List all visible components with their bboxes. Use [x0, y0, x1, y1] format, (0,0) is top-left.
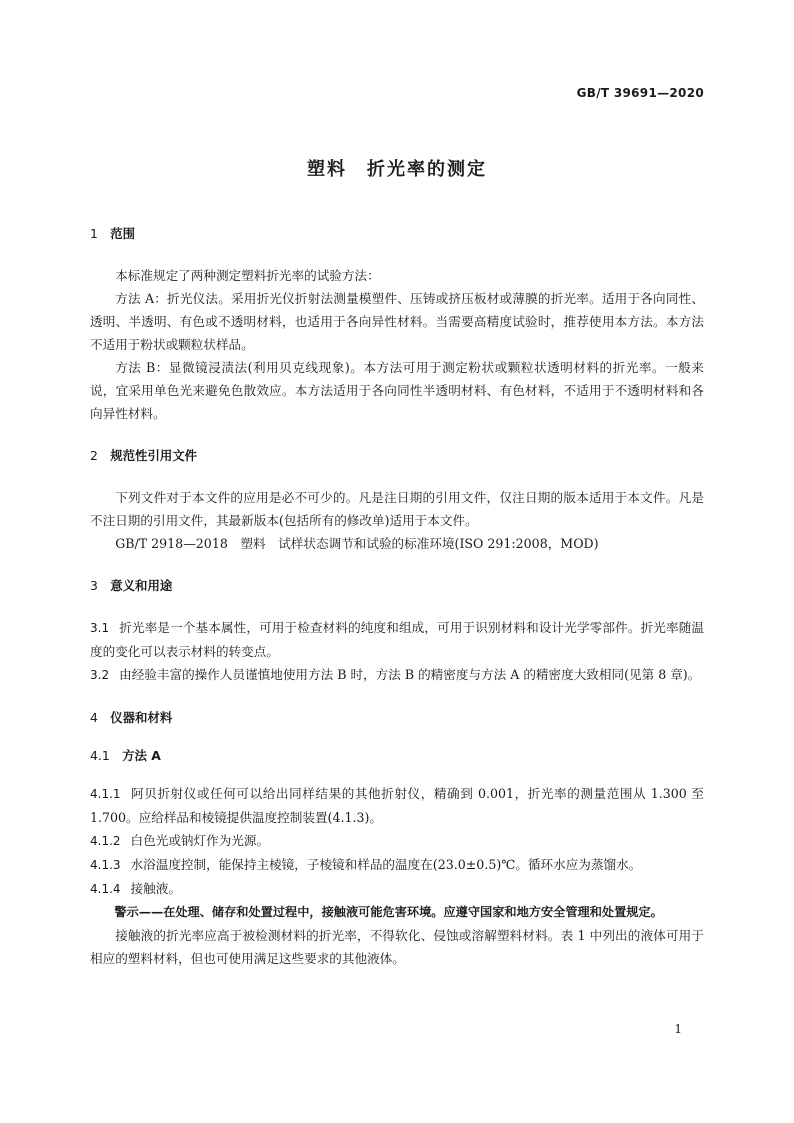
contact-liquid-requirements: 接触液的折光率应高于被检测材料的折光率，不得软化、侵蚀或溶解塑料材料。表 1 中列出的液体可用于相应的塑料材料，但也可使用满足这些要求的其他液体。: [90, 928, 704, 966]
scope-intro: 本标准规定了两种测定塑料折光率的试验方法：: [115, 268, 380, 283]
clause-3-1: [90, 616, 704, 663]
section-title: 范围: [110, 226, 136, 241]
clause-number: 4.1.3: [90, 858, 121, 872]
section-4-heading: [90, 706, 704, 729]
section-3-heading: [90, 574, 704, 597]
clause-text: 水浴温度控制，能保持主棱镜，子棱镜和样品的温度在(23.0±0.5)℃。循环水应为蒸馏水。: [130, 857, 642, 872]
clause-text: 白色光或钠灯作为光源。: [130, 833, 270, 848]
section-1-heading: [90, 222, 704, 245]
clause-text: 由经验丰富的操作人员谨慎地使用方法 B 时，方法 B 的精密度与方法 A 的精密度大致相同(见第 8 章)。: [119, 667, 701, 682]
clause-number: 3.2: [90, 668, 110, 682]
scope-method-b: 方法 B：显微镜浸渍法(利用贝克线现象)。本方法可用于测定粉状或颗粒状透明材料的折光率。一般来说，宜采用单色光来避免色散效应。本方法适用于各向同性半透明材料、有色材料，不适用于不透明材料和各向异性材料。: [90, 360, 704, 421]
clause-number: 3.1: [90, 621, 110, 635]
clause-text: 折光率是一个基本属性，可用于检查材料的纯度和组成，可用于识别材料和设计光学零部件。折光率随温度的变化可以表示材料的转变点。: [90, 620, 704, 659]
section-2-heading: [90, 444, 704, 467]
reference-entry: GB/T 2918—2018 塑料 试样状态调节和试验的标准环境(ISO 291:2008，MOD): [115, 536, 599, 551]
section-number: 4: [90, 710, 98, 725]
clause-text: 接触液。: [130, 881, 181, 896]
subsection-title: 方法 A: [122, 748, 161, 763]
document-title: 塑料 折光率的测定: [307, 159, 487, 180]
subsection-number: 4.1: [90, 748, 110, 763]
clause-number: 4.1.1: [90, 787, 121, 801]
clause-4-1-3: [90, 853, 704, 877]
clause-4-1-2: [90, 829, 704, 853]
clause-number: 4.1.4: [90, 882, 121, 896]
clause-4-1-4: [90, 877, 704, 901]
section-title: 仪器和材料: [110, 710, 173, 725]
subsection-4-1-heading: [90, 744, 704, 767]
clause-number: 4.1.2: [90, 834, 121, 848]
section-number: 2: [90, 448, 98, 463]
clause-4-1-1: [90, 782, 704, 829]
section-number: 1: [90, 226, 98, 241]
safety-warning: 警示——在处理、储存和处置过程中，接触液可能危害环境。应遵守国家和地方安全管理和处置规定。: [114, 905, 663, 919]
document-body: [90, 222, 704, 970]
page-number: 1: [674, 1022, 682, 1036]
normative-references-intro: 下列文件对于本文件的应用是必不可少的。凡是注日期的引用文件，仅注日期的版本适用于本文件。凡是不注日期的引用文件，其最新版本(包括所有的修改单)适用于本文件。: [90, 490, 704, 528]
section-title: 意义和用途: [110, 578, 173, 593]
scope-method-a: 方法 A：折光仪法。采用折光仪折射法测量模塑件、压铸或挤压板材或薄膜的折光率。适用于各向同性、透明、半透明、有色或不透明材料，也适用于各向异性材料。当需要高精度试验时，推荐使用本方法。本方法不适用于粉状或颗粒状样品。: [90, 291, 704, 352]
section-title: 规范性引用文件: [110, 448, 198, 463]
clause-3-2: [90, 663, 704, 687]
section-number: 3: [90, 578, 98, 593]
standard-code: GB/T 39691—2020: [576, 86, 704, 100]
clause-text: 阿贝折射仪或任何可以给出同样结果的其他折射仪，精确到 0.001，折光率的测量范围从 1.300 至 1.700。应给样品和棱镜提供温度控制装置(4.1.3)。: [90, 786, 704, 825]
